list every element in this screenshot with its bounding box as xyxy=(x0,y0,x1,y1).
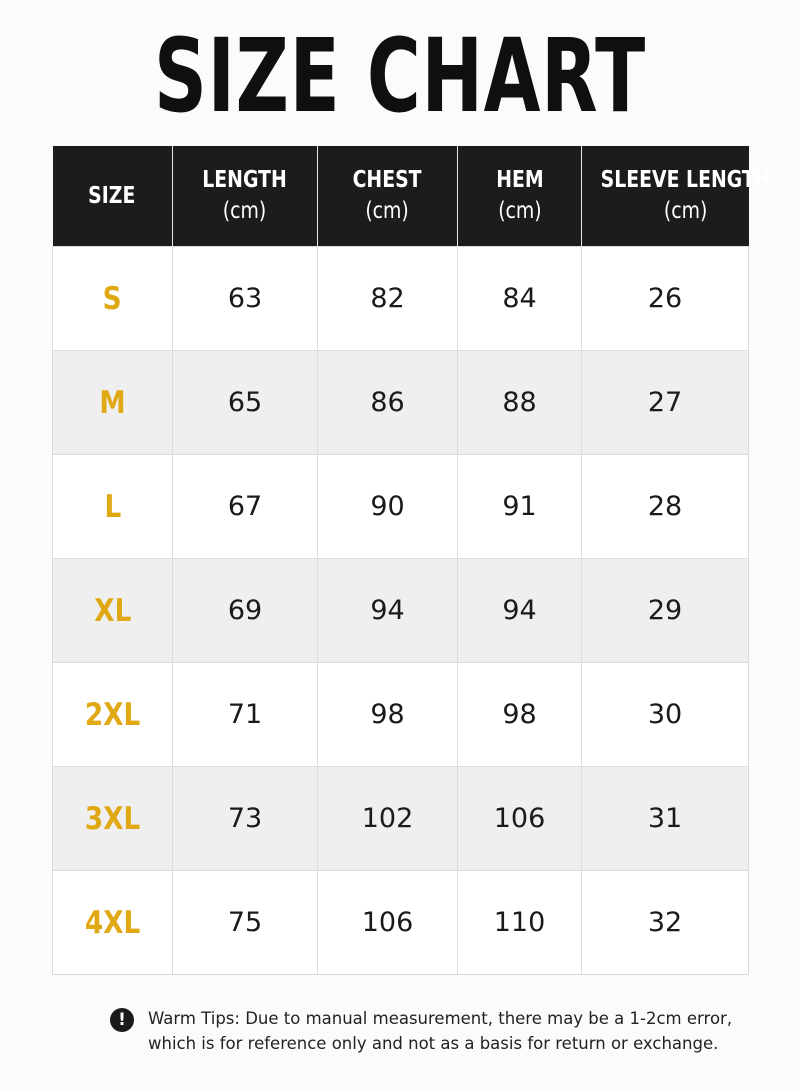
length-cell: 69 xyxy=(173,559,318,663)
size-label-cell xyxy=(53,871,173,975)
column-header-label: SIZE xyxy=(88,182,136,209)
table-row xyxy=(53,767,749,871)
length-cell: 63 xyxy=(173,247,318,351)
column-header-hem xyxy=(458,146,582,247)
sleeve-length-cell: 29 xyxy=(582,559,749,663)
size-label-cell xyxy=(53,663,173,767)
size-label-cell xyxy=(53,455,173,559)
hem-cell: 94 xyxy=(458,559,582,663)
chest-cell: 102 xyxy=(318,767,458,871)
table-row xyxy=(53,455,749,559)
column-header-chest xyxy=(318,146,458,247)
chest-cell: 82 xyxy=(318,247,458,351)
length-cell: 67 xyxy=(173,455,318,559)
chest-cell: 98 xyxy=(318,663,458,767)
table-body xyxy=(53,247,749,975)
column-header-unit: (cm) xyxy=(223,198,267,224)
warm-tips-text xyxy=(148,1006,748,1056)
sleeve-length-cell: 28 xyxy=(582,455,749,559)
size-label-cell xyxy=(53,351,173,455)
table-row xyxy=(53,559,749,663)
column-header-sleeve-length xyxy=(582,146,771,247)
size-label: XL xyxy=(93,592,132,629)
size-label: 2XL xyxy=(84,696,141,733)
table-row xyxy=(53,663,749,767)
hem-cell: 98 xyxy=(458,663,582,767)
warm-tips xyxy=(110,1006,750,1058)
chest-cell: 106 xyxy=(318,871,458,975)
column-header-unit: (cm) xyxy=(663,198,708,224)
chest-cell: 86 xyxy=(318,351,458,455)
column-header-unit: (cm) xyxy=(497,198,542,224)
exclamation-icon: ! xyxy=(110,1008,134,1032)
sleeve-length-cell: 27 xyxy=(582,351,749,455)
hem-cell: 110 xyxy=(458,871,582,975)
size-label-cell xyxy=(53,767,173,871)
size-label: M xyxy=(99,384,126,421)
column-header-label: CHEST xyxy=(353,167,422,193)
size-label: 3XL xyxy=(84,800,141,837)
sleeve-length-cell: 31 xyxy=(582,767,749,871)
column-header-label: HEM xyxy=(495,167,544,193)
column-header-unit: (cm) xyxy=(365,198,410,224)
hem-cell: 84 xyxy=(458,247,582,351)
size-label-cell xyxy=(53,559,173,663)
hem-cell: 91 xyxy=(458,455,582,559)
size-label: 4XL xyxy=(84,904,141,941)
hem-cell: 88 xyxy=(458,351,582,455)
size-label: L xyxy=(104,488,121,525)
size-label: S xyxy=(103,280,122,317)
chest-cell: 94 xyxy=(318,559,458,663)
length-cell: 75 xyxy=(173,871,318,975)
length-cell: 65 xyxy=(173,351,318,455)
warm-tips-line: which is for reference only and not as a basis for return or exchange. xyxy=(148,1034,719,1053)
table-row xyxy=(53,871,749,975)
length-cell: 73 xyxy=(173,767,318,871)
warm-tips-line: Warm Tips: Due to manual measurement, there may be a 1-2cm error, xyxy=(148,1009,733,1028)
hem-cell: 106 xyxy=(458,767,582,871)
chest-cell: 90 xyxy=(318,455,458,559)
column-header-label: SLEEVE LENGTH xyxy=(600,167,771,193)
sleeve-length-cell: 30 xyxy=(582,663,749,767)
table-row xyxy=(53,247,749,351)
length-cell: 71 xyxy=(173,663,318,767)
table-header-row xyxy=(53,146,749,247)
column-header-length xyxy=(173,146,318,247)
size-label-cell xyxy=(53,247,173,351)
column-header-size xyxy=(53,146,173,247)
column-header-label: LENGTH xyxy=(202,167,288,193)
page-title: SIZE CHART xyxy=(154,17,646,136)
size-chart-table xyxy=(52,146,771,975)
table-row xyxy=(53,351,749,455)
sleeve-length-cell: 26 xyxy=(582,247,749,351)
sleeve-length-cell: 32 xyxy=(582,871,749,975)
